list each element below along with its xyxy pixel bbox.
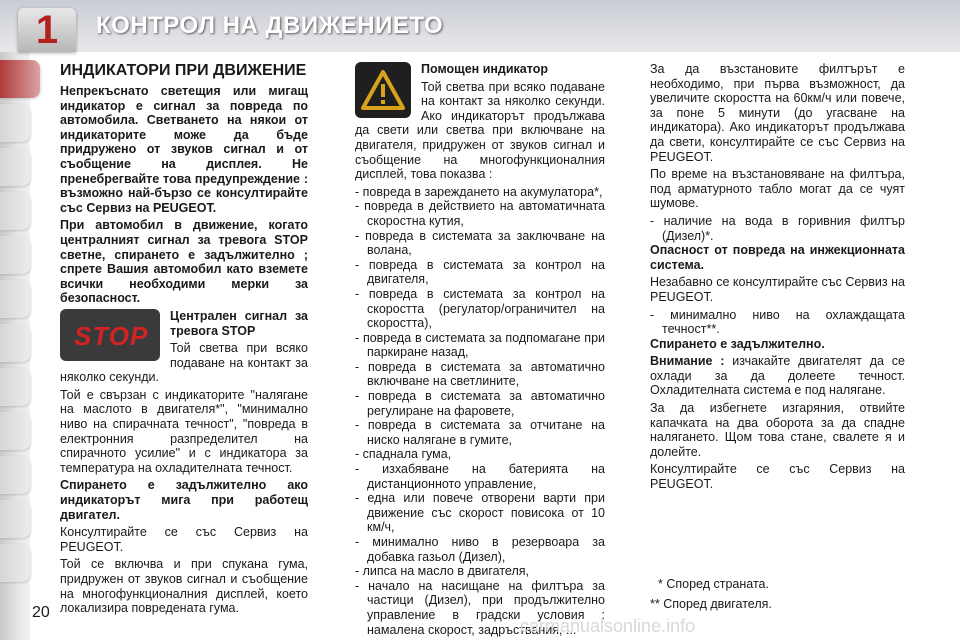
list-item: - повреда в системата за контрол на двигателя, — [355, 257, 605, 287]
column-1 — [60, 62, 308, 619]
chapter-tab — [0, 148, 30, 186]
service-indicator-title: Помощен индикатор — [421, 62, 548, 76]
list-item: - липса на масло в двигателя, — [355, 564, 529, 579]
list-item: - повреда в зареждането на акумулатора*, — [355, 184, 603, 199]
chapter-tab — [0, 544, 30, 582]
list-item: - спаднала гума, — [355, 447, 452, 462]
attention-label: Внимание : — [650, 354, 725, 369]
list-item: - минимално ниво в резервоара за добавка газьол (Дизел), — [355, 535, 605, 564]
chapter-number: 1 — [35, 8, 59, 52]
column-2 — [355, 62, 605, 637]
attention-text: изчакайте двигателят да се охлади за да долеете течност. Охладителната система е под налягане. — [650, 354, 905, 398]
consult-paragraph: Консултирайте се със Сервиз на PEUGEOT. — [650, 462, 905, 492]
consult-paragraph: Консултирайте се със Сервиз на PEUGEOT. — [60, 525, 308, 554]
list-item: - повреда в системата за автоматично включване на светлините, — [355, 359, 605, 389]
footnotes — [650, 574, 772, 614]
chapter-tab — [0, 368, 30, 406]
tyre-paragraph: Той се включва и при спукана гума, придружен от звуков сигнал и съобщение на многофункционалния дисплей, което локализира повредената гума. — [60, 557, 308, 616]
footnote: * Според страната. — [658, 577, 769, 591]
column-3 — [650, 62, 905, 495]
intro-paragraph: Непрекъснато светещия или мигащ индикатор е сигнал за повреда по автомобила. Светването на някои от индикаторите може да бъде придружено от звуков сигнал и от съобщение на дисплея. Не пренебрегвайте това предупреждение : възможно най-бързо се консултирайте със Сервиз на PEUGEOT. — [60, 84, 308, 215]
burn-prevention-paragraph: За да избегнете изгаряния, отвийте капачката на два оборота за да спадне налягането. Щом това стане, свалете я и долейте. — [650, 401, 905, 459]
consult-immediately-paragraph: Незабавно се консултирайте със Сервиз на PEUGEOT. — [650, 275, 905, 304]
chapter-tab — [0, 324, 30, 362]
list-item: - начало на насищане на филтъра за частици (Дизел), при продължително управление в градски условия : намалена скорост, задръствания, ... — [355, 578, 605, 637]
list-item: - повреда в системата за заключване на волана, — [355, 228, 605, 258]
list-item: - минимално ниво на охлаждащата течност**. — [650, 307, 905, 337]
list-item: - изхабяване на батерията на дистанционното управление, — [355, 462, 605, 491]
watermark: carmanualsonline.info — [520, 616, 696, 636]
footnote: ** Според двигателя. — [650, 597, 772, 611]
list-item: - повреда в действието на автоматичната скоростна кутия, — [355, 199, 605, 228]
chapter-tab — [0, 500, 30, 538]
fault-list — [355, 185, 605, 637]
stop-mandatory-paragraph: Спирането е задължително. — [650, 336, 825, 351]
stop-icon-text: STOP — [74, 320, 149, 351]
chapter-tab — [0, 104, 30, 142]
chapter-tab — [0, 192, 30, 230]
page-title: КОНТРОЛ НА ДВИЖЕНИЕТО — [96, 12, 444, 39]
chapter-tab — [0, 412, 30, 450]
stop-warning-paragraph: При автомобил в движение, когато централният сигнал за тревога STOP светне, спирането е задължително ; спрете Вашия автомобил като вземете всички необходими мерки за безопасност. — [60, 218, 308, 306]
noise-paragraph: По време на възстановяване на филтъра, под арматурното табло могат да се чуят шумове. — [650, 167, 905, 211]
list-item: - повреда в системата за автоматично регулиране на фаровете, — [355, 389, 605, 418]
stop-description: Той светва при всяко подаване на контакт за няколко секунди. — [60, 341, 308, 385]
chapter-tabs — [0, 60, 40, 588]
chapter-tab — [0, 280, 30, 318]
list-item: - една или повече отворени варти при движение със скорост повисока от 10 км/ч, — [355, 491, 605, 535]
warning-triangle-icon — [355, 62, 411, 118]
section-heading: ИНДИКАТОРИ ПРИ ДВИЖЕНИЕ — [60, 62, 307, 79]
page-header — [0, 0, 960, 52]
list-item: - повреда в системата за отчитане на ниско налягане в гумите, — [355, 418, 605, 447]
page-number: 20 — [32, 604, 50, 621]
attention-paragraph — [650, 354, 905, 398]
list-item: - повреда в системата за подпомагане при паркиране назад, — [355, 330, 605, 360]
stop-linked-paragraph: Той е свързан с индикаторите "налягане на маслото в двигателя*", "минимално ниво на спирачната течност", "повреда в електронния разпределител на спирачното усилие" и с индикатора за температура на охладителната течност. — [60, 387, 308, 475]
filter-regeneration-paragraph: За да възстановите филтърът е необходимо, при първа възможност, да увеличите скоростта на 60км/ч или повече, за поне 5 минути (до угасване на индикатора). Ако индикаторът продължава да свети, консултирайте се със Сервиз на PEUGEOT. — [650, 62, 905, 164]
stop-warning-icon — [60, 309, 160, 361]
stop-mandatory-paragraph: Спирането е задължително ако индикаторът мига при работещ двигател. — [60, 478, 308, 522]
injection-risk-paragraph: Опасност от повреда на инжекционната система. — [650, 243, 905, 272]
stop-title: Централен сигнал за тревога STOP — [170, 308, 308, 338]
service-indicator-intro: Той светва при всяко подаване на контакт за няколко секунди. Ако индикаторът продължава да свети или светва при включване на двигателя, придружен от звуков сигнал и съобщение на многофункционалния дисплей, това показва : — [355, 79, 605, 182]
list-item: - повреда в системата за контрол на скоростта (регулатор/ограничител на скоростта), — [355, 286, 605, 331]
chapter-tab — [0, 236, 30, 274]
chapter-tab — [0, 456, 30, 494]
chapter-tab-active — [0, 60, 40, 98]
list-item: - наличие на вода в горивния филтър (Дизел)*. — [650, 213, 905, 243]
chapter-number-badge — [18, 8, 76, 52]
